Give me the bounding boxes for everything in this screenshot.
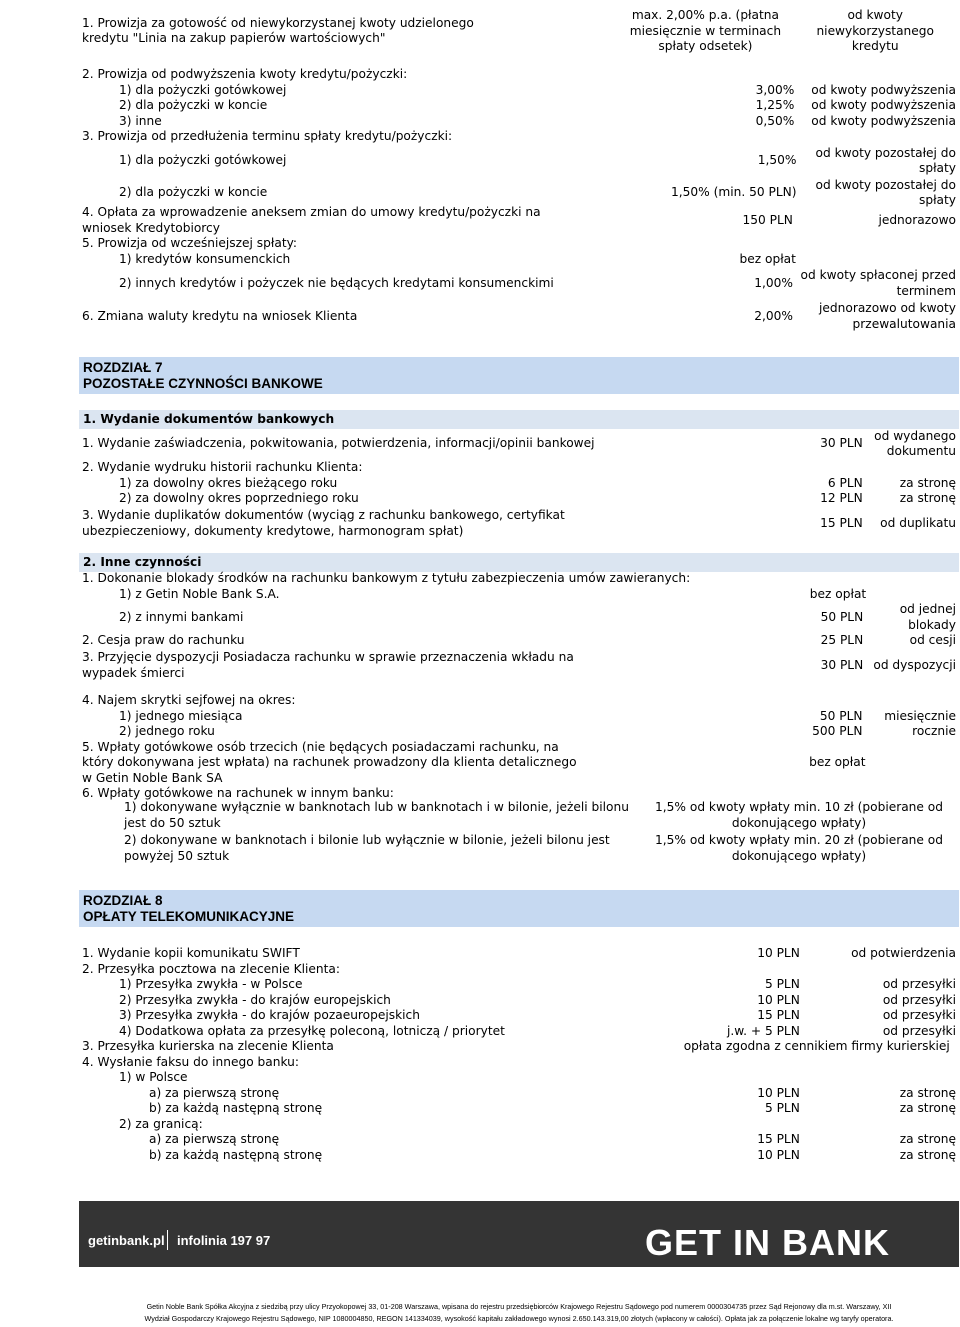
- row-label: 3. Przyjęcie dyspozycji Posiadacza rachunku w sprawie przeznaczenia wkładu na wypadek śmierci: [82, 650, 574, 680]
- row-rate: 10 PLN: [757, 992, 800, 1007]
- row-rate: 1,5% od kwoty wpłaty min. 20 zł (pobierane od dokonującego wpłaty): [655, 833, 943, 863]
- row-rate: 15 PLN: [820, 515, 863, 530]
- row-label: 1) za dowolny okres bieżącego roku: [119, 475, 338, 490]
- row-label: 1) z Getin Noble Bank S.A.: [119, 586, 280, 601]
- table-row: [79, 476, 959, 492]
- chapter-subtitle: OPŁATY TELEKOMUNIKACYJNE: [83, 909, 295, 924]
- row-basis: od potwierdzenia: [851, 946, 956, 960]
- table-row: [79, 300, 959, 333]
- row-label: 1) jednego miesiąca: [119, 708, 243, 723]
- row-label: 1) w Polsce: [119, 1070, 188, 1084]
- row-label: 1) Przesyłka zwykła - w Polsce: [119, 977, 303, 991]
- table-row: [79, 1024, 959, 1040]
- row-basis: od kwoty podwyższenia: [811, 98, 956, 112]
- table-row: [79, 709, 959, 725]
- row-label: b) za każdą następną stronę: [149, 1147, 323, 1162]
- safe-deposit-section: [0, 693, 959, 802]
- documents-section: [0, 428, 959, 541]
- row-label: 1) dla pożyczki gotówkowej: [119, 153, 287, 168]
- row-label: 1. Prowizja za gotowość od niewykorzystanej kwoty udzielonego kredytu "Linia na zakup papierów wartościowych": [82, 15, 474, 46]
- table-row: [79, 571, 959, 587]
- row-rate: 10 PLN: [757, 1085, 800, 1100]
- row-rate: 30 PLN: [820, 657, 864, 672]
- row-basis: od cesji: [909, 633, 956, 647]
- row-rate: bez opłat: [809, 755, 866, 769]
- row-label: 1. Dokonanie blokady środków na rachunku bankowym z tytułu zabezpieczenia umów zawieranych:: [82, 571, 691, 585]
- table-row: [79, 1039, 959, 1055]
- row-basis: od kwoty pozostałej do spłaty: [815, 145, 956, 175]
- row-label: a) za pierwszą stronę: [149, 1132, 280, 1146]
- table-row: [79, 1148, 959, 1164]
- row-rate: 12 PLN: [820, 491, 863, 505]
- row-label: 2) dla pożyczki w koncie: [119, 185, 268, 200]
- row-label: 1) dokonywane wyłącznie w banknotach lub w banknotach i w bilonie, jeżeli bilonu jest do 50 sztuk: [124, 800, 629, 830]
- legal-notice-line-1: Getin Noble Bank Spółka Akcyjna z siedzibą przy ulicy Przyokopowej 33, 01-208 Warszawa, wpisana do rejestru przedsiębiorców Krajowego Rejestru Sądowego pod numerem 0000304735 przez Sąd Rejonowy dla m.st. Warszawy, XII: [146, 1302, 892, 1311]
- other-services-section: [0, 571, 959, 683]
- footer-divider: [167, 1230, 168, 1250]
- row-rate: 6 PLN: [827, 475, 863, 490]
- row-basis: za stronę: [899, 475, 956, 490]
- table-row: [79, 649, 959, 683]
- row-label: 2) dla pożyczki w koncie: [119, 98, 268, 112]
- row-label: 2. Wydanie wydruku historii rachunku Klienta:: [82, 460, 363, 474]
- table-row: [79, 460, 959, 476]
- row-label: 1) dla pożyczki gotówkowej: [119, 82, 287, 97]
- table-row: [79, 946, 959, 962]
- row-rate: 50 PLN: [819, 708, 863, 723]
- row-label: 2) innych kredytów i pożyczek nie będących kredytami konsumenckimi: [119, 275, 554, 290]
- table-row: [79, 114, 959, 130]
- legal-notice-line-2: Wydział Gospodarczy Krajowego Rejestru Sądowego, NIP 1080004850, REGON 141334039, wysokość kapitału zakładowego wynosi 2.650.143.319,00 złotych (wpłacony w całości). Opłata jak za połączenie lokalne wg taryfy operatora.: [144, 1314, 894, 1323]
- cash-deposit-section: [0, 800, 959, 864]
- table-row: [79, 1101, 959, 1117]
- row-basis: od duplikatu: [880, 515, 956, 530]
- chapter-title: ROZDZIAŁ 7: [83, 360, 163, 375]
- row-basis: za stronę: [899, 1132, 956, 1146]
- table-row: [79, 1132, 959, 1148]
- table-row: [79, 267, 959, 300]
- table-row: [79, 236, 959, 252]
- table-row: [79, 205, 959, 236]
- row-rate: 0,50%: [755, 113, 795, 128]
- row-rate: bez opłat: [739, 251, 796, 266]
- row-basis: od przesyłki: [882, 992, 956, 1007]
- table-row: [79, 693, 959, 709]
- table-row: [79, 1008, 959, 1024]
- annex-fee-group: [0, 205, 959, 333]
- row-rate: 15 PLN: [757, 1132, 800, 1146]
- table-row: [79, 800, 959, 831]
- row-rate: 5 PLN: [764, 1101, 800, 1115]
- row-label: 5. Prowizja od wcześniejszej spłaty:: [82, 236, 298, 250]
- table-row: [79, 491, 959, 507]
- telecom-fees-section: [0, 946, 959, 1163]
- table-row: [79, 1070, 959, 1086]
- row-rate: 150 PLN: [742, 212, 793, 227]
- getin-bank-logo: GET IN BANK: [645, 1222, 890, 1263]
- row-rate: 500 PLN: [812, 724, 863, 738]
- row-basis: miesięcznie: [884, 708, 956, 723]
- table-row: [79, 252, 959, 268]
- row-label: 3) inne: [119, 113, 162, 128]
- row-label: 6. Zmiana waluty kredytu na wniosek Klienta: [82, 308, 358, 323]
- table-row: [79, 587, 959, 603]
- row-basis: rocznie: [912, 724, 956, 738]
- row-label: 6. Wpłaty gotówkowe na rachunek w innym banku:: [82, 786, 394, 800]
- row-rate: 5 PLN: [764, 977, 800, 991]
- row-label: 2) z innymi bankami: [119, 609, 244, 624]
- table-row: [79, 67, 959, 83]
- row-label: 3) Przesyłka zwykła - do krajów pozaeuropejskich: [119, 1008, 420, 1022]
- website-link[interactable]: getinbank.pl: [88, 1233, 165, 1248]
- row-rate: 30 PLN: [820, 436, 863, 451]
- table-row: [79, 993, 959, 1009]
- row-label: 5. Wpłaty gotówkowe osób trzecich (nie będących posiadaczami rachunku, na który dokonywana jest wpłata) na rachunek prowadzony dla klienta detalicznego w Getin Noble Bank SA: [82, 739, 577, 785]
- row-label: b) za każdą następną stronę: [149, 1101, 323, 1115]
- table-row: [79, 145, 959, 177]
- row-label: 4. Najem skrytki sejfowej na okres:: [82, 693, 296, 707]
- row-basis: za stronę: [899, 1101, 956, 1115]
- table-row: [79, 833, 959, 864]
- chapter-7-header: [79, 357, 959, 394]
- table-row: [79, 1086, 959, 1102]
- row-label: 2) Przesyłka zwykła - do krajów europejskich: [119, 992, 391, 1007]
- row-basis: za stronę: [899, 1085, 956, 1100]
- section-header: 1. Wydanie dokumentów bankowych: [79, 410, 959, 429]
- row-rate: bez opłat: [809, 586, 867, 601]
- row-rate: 1,00%: [754, 275, 793, 290]
- row-basis: od kwoty podwyższenia: [811, 113, 956, 128]
- table-row: [79, 507, 959, 541]
- row-rate: 1,50%: [757, 153, 797, 168]
- extension-fee-group: [0, 145, 959, 209]
- table-row: [79, 8, 959, 55]
- table-row: [79, 602, 959, 633]
- row-basis: od kwoty niewykorzystanego kredytu: [816, 8, 934, 53]
- row-basis: od dyspozycji: [873, 657, 956, 672]
- row-label: 1) kredytów konsumenckich: [119, 251, 291, 266]
- row-rate: 10 PLN: [757, 1147, 800, 1162]
- table-row: [79, 129, 959, 145]
- table-row: [79, 83, 959, 99]
- row-rate: 50 PLN: [820, 609, 864, 624]
- table-row: [79, 1055, 959, 1071]
- row-rate: opłata zgodna z cennikiem firmy kurierskiej: [683, 1039, 950, 1053]
- row-label: 2) za dowolny okres poprzedniego roku: [119, 491, 359, 505]
- row-basis: od kwoty pozostałej do spłaty: [815, 177, 956, 207]
- row-label: 2. Cesja praw do rachunku: [82, 633, 245, 647]
- row-rate: 10 PLN: [757, 946, 800, 960]
- table-row: [79, 633, 959, 649]
- row-label: 3. Prowizja od przedłużenia terminu spłaty kredytu/pożyczki:: [82, 129, 453, 143]
- row-label: 2) dokonywane w banknotach i bilonie lub wyłącznie w bilonie, jeżeli bilonu jest powyżej 50 sztuk: [124, 833, 610, 863]
- hotline-text: infolinia 197 97: [177, 1233, 271, 1248]
- row-basis: od przesyłki: [882, 977, 956, 991]
- row-basis: jednorazowo od kwoty przewalutowania: [819, 301, 956, 331]
- row-label: 3. Przesyłka kurierska na zlecenie Klienta: [82, 1039, 334, 1053]
- table-row: [79, 724, 959, 740]
- row-basis: za stronę: [899, 1147, 956, 1162]
- row-basis: od przesyłki: [882, 1023, 956, 1038]
- row-label: 1. Wydanie zaświadczenia, pokwitowania, potwierdzenia, informacji/opinii bankowej: [82, 436, 595, 451]
- increase-fee-group: [0, 67, 959, 145]
- row-label: 4) Dodatkowa opłata za przesyłkę poleconą, lotniczą / priorytet: [119, 1023, 505, 1038]
- row-basis: od przesyłki: [882, 1008, 956, 1022]
- table-row: [79, 977, 959, 993]
- row-rate: 1,5% od kwoty wpłaty min. 10 zł (pobierane od dokonującego wpłaty): [655, 800, 943, 830]
- table-row: [79, 428, 959, 460]
- row-basis: od kwoty spłaconej przed terminem: [800, 268, 956, 298]
- credit-fees-section: [0, 8, 959, 55]
- row-rate: 1,25%: [755, 98, 795, 112]
- row-label: 2. Przesyłka pocztowa na zlecenie Klienta:: [82, 961, 340, 976]
- table-row: [79, 740, 959, 787]
- row-rate: j.w. + 5 PLN: [727, 1023, 800, 1038]
- row-basis: jednorazowo: [878, 212, 956, 227]
- row-rate: 15 PLN: [757, 1008, 800, 1022]
- row-basis: od kwoty podwyższenia: [811, 82, 956, 97]
- row-rate: 2,00%: [754, 308, 793, 323]
- row-label: 2. Prowizja od podwyższenia kwoty kredytu/pożyczki:: [82, 67, 408, 81]
- chapter-8-header: [79, 890, 959, 927]
- row-basis: od wydanego dokumentu: [874, 428, 956, 458]
- table-row: [79, 962, 959, 978]
- row-label: 1. Wydanie kopii komunikatu SWIFT: [82, 946, 300, 960]
- row-rate: 25 PLN: [820, 633, 864, 647]
- row-rate: max. 2,00% p.a. (płatna miesięcznie w terminach spłaty odsetek): [629, 8, 782, 53]
- row-label: 3. Wydanie duplikatów dokumentów (wyciąg z rachunku bankowego, certyfikat ubezpieczeniowy, dokumenty kredytowe, harmonogram spłat): [82, 508, 565, 538]
- row-label: 4. Opłata za wprowadzenie aneksem zmian do umowy kredytu/pożyczki na wniosek Kredytobiorcy: [82, 205, 541, 235]
- chapter-subtitle: POZOSTAŁE CZYNNOŚCI BANKOWE: [83, 376, 323, 391]
- row-label: 2) za granicą:: [119, 1116, 203, 1131]
- chapter-title: ROZDZIAŁ 8: [83, 893, 163, 908]
- section-header: 2. Inne czynności: [79, 553, 959, 572]
- row-rate: 1,50% (min. 50 PLN): [671, 185, 797, 200]
- row-label: 4. Wysłanie faksu do innego banku:: [82, 1054, 299, 1069]
- row-label: 2) jednego roku: [119, 724, 215, 738]
- credit-fees-table: [79, 8, 959, 55]
- table-row: [79, 98, 959, 114]
- row-basis: od jednej blokady: [899, 602, 956, 632]
- table-row: [79, 1117, 959, 1133]
- row-rate: 3,00%: [755, 82, 795, 97]
- row-basis: za stronę: [899, 491, 956, 505]
- row-label: a) za pierwszą stronę: [149, 1085, 280, 1100]
